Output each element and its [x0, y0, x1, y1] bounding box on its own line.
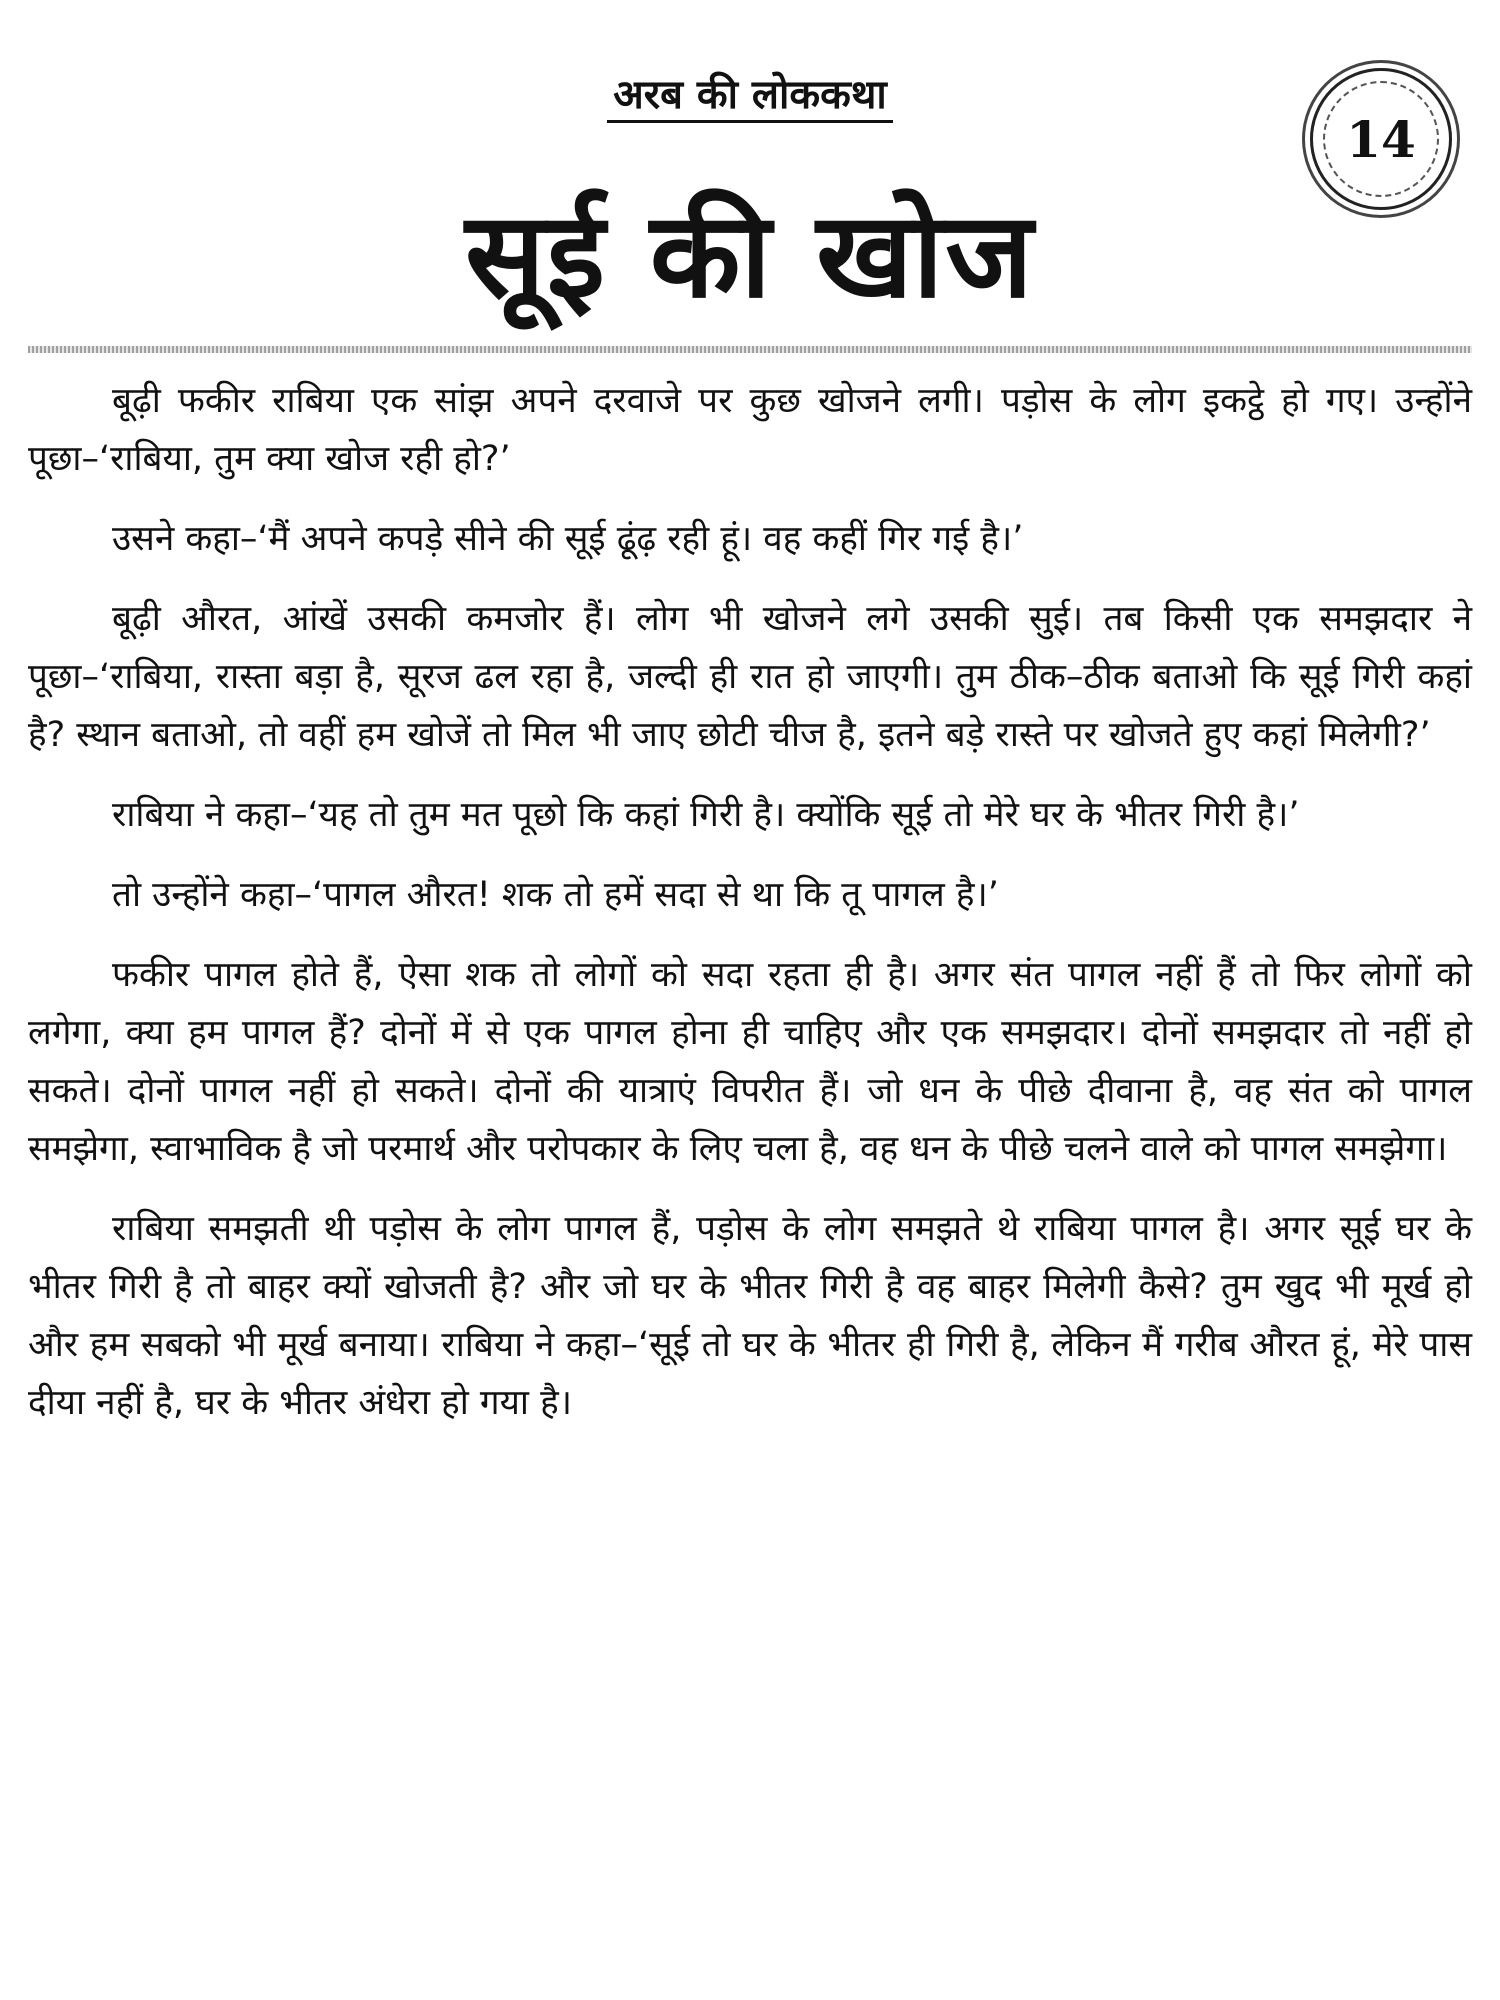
paragraph: राबिया ने कहा–‘यह तो तुम मत पूछो कि कहां गिरी है। क्योंकि सूई तो मेरे घर के भीतर गिरी है।’ [112, 795, 1300, 835]
story-number: 14 [1323, 81, 1439, 197]
paragraph: बूढ़ी फकीर राबिया एक सांझ अपने दरवाजे पर कुछ खोजने लगी। पड़ोस के लोग इकट्ठे हो गए। उन्होंने पूछा–‘राबिया, तुम क्या खोज रही हो?’ [28, 381, 1472, 479]
series-title: अरब की लोककथा [607, 72, 893, 123]
paragraph: उसने कहा–‘मैं अपने कपड़े सीने की सूई ढूंढ़ रही हूं। वह कहीं गिर गई है।’ [112, 519, 1024, 559]
title-divider [28, 346, 1472, 353]
series-heading [0, 70, 1500, 120]
story-body [28, 372, 1472, 1454]
paragraph: राबिया समझती थी पड़ोस के लोग पागल हैं, पड़ोस के लोग समझते थे राबिया पागल है। अगर सूई घर के भीतर गिरी है तो बाहर क्यों खोजती है? और जो घर के भीतर गिरी है वह बाहर मिलेगी कैसे? तुम खुद भी मूर्ख हो और हम सबको भी मूर्ख बनाया। राबिया ने कहा–‘सूई तो घर के भीतर ही गिरी है, लेकिन मैं गरीब औरत हूं, मेरे पास दीया नहीं है, घर के भीतर अंधेरा हो गया है। [28, 1209, 1472, 1423]
paragraph: फकीर पागल होते हैं, ऐसा शक तो लोगों को सदा रहता ही है। अगर संत पागल नहीं हैं तो फिर लोगों को लगेगा, क्या हम पागल हैं? दोनों में से एक पागल होना ही चाहिए और एक समझदार। दोनों समझदार तो नहीं हो सकते। दोनों पागल नहीं हो सकते। दोनों की यात्राएं विपरीत हैं। जो धन के पीछे दीवाना है, वह संत को पागल समझेगा, स्वाभाविक है जो परमार्थ और परोपकार के लिए चला है, वह धन के पीछे चलने वाले को पागल समझेगा। [28, 955, 1472, 1169]
paragraph: तो उन्होंने कहा–‘पागल औरत! शक तो हमें सदा से था कि तू पागल है।’ [112, 875, 999, 915]
paragraph: बूढ़ी औरत, आंखें उसकी कमजोर हैं। लोग भी खोजने लगे उसकी सुई। तब किसी एक समझदार ने पूछा–‘राबिया, रास्ता बड़ा है, सूरज ढल रहा है, जल्दी ही रात हो जाएगी। तुम ठीक–ठीक बताओ कि सूई गिरी कहां है? स्थान बताओ, तो वहीं हम खोजें तो मिल भी जाए छोटी चीज है, इतने बड़े रास्ते पर खोजते हुए कहां मिलेगी?’ [28, 599, 1472, 755]
story-title: सूई की खोज [465, 186, 1035, 324]
